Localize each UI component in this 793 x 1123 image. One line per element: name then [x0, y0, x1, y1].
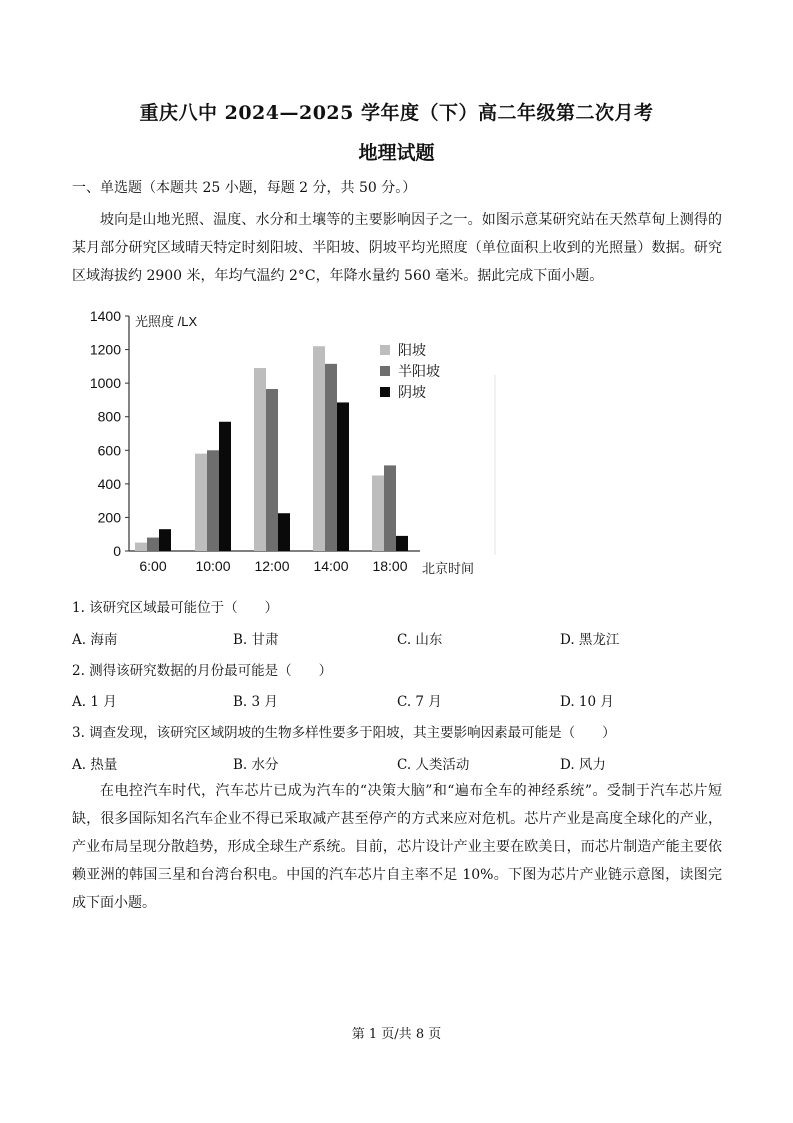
legend-swatch-阳坡	[380, 345, 390, 355]
question-2-option-b: B. 3 月	[233, 694, 278, 710]
bar-6:00-阳坡	[135, 543, 147, 551]
y-tick-label: 400	[97, 475, 121, 492]
question-2-option-d: D. 10 月	[560, 694, 614, 710]
x-axis-label: 北京时间	[422, 561, 475, 576]
bar-12:00-半阳坡	[266, 389, 278, 551]
y-tick-label: 1400	[89, 308, 121, 324]
exam-title: 重庆八中 2024—2025 学年度（下）高二年级第二次月考	[139, 102, 654, 124]
legend-label-半阳坡: 半阳坡	[398, 363, 440, 379]
bar-14:00-阳坡	[313, 346, 325, 551]
x-tick-label: 6:00	[139, 558, 167, 574]
bar-18:00-半阳坡	[384, 465, 396, 551]
legend-label-阴坡: 阴坡	[398, 384, 426, 400]
y-tick-label: 200	[97, 509, 121, 526]
legend-label-阳坡: 阳坡	[398, 342, 426, 358]
bar-10:00-阴坡	[219, 422, 231, 551]
bar-6:00-阴坡	[159, 529, 171, 551]
y-tick-label: 1200	[89, 341, 121, 358]
question-1-option-a: A. 海南	[72, 632, 118, 648]
passage-1: 坡向是山地光照、温度、水分和土壤等的主要影响因子之一。如图示意某研究站在天然草甸上测得的某月部分研究区域晴天特定时刻阳坡、半阳坡、阴坡平均光照度（单位面积上收到的光照量）数据。研究区域海拔约 2900 米，年均气温约 2°C，年降水量约 560 毫米。据此完成下面小题。	[72, 212, 722, 284]
bar-14:00-半阳坡	[325, 364, 337, 551]
question-3-stem: 3. 调查发现，该研究区域阴坡的生物多样性要多于阳坡，其主要影响因素最可能是（ ）	[72, 725, 616, 741]
page-footer: 第 1 页/共 8 页	[351, 1027, 442, 1042]
question-3-option-b: B. 水分	[233, 757, 279, 773]
y-tick-label: 0	[113, 543, 121, 559]
question-3-option-a: A. 热量	[72, 757, 118, 773]
bar-14:00-阴坡	[337, 402, 349, 551]
bar-18:00-阳坡	[372, 475, 384, 551]
question-1-option-b: B. 甘肃	[233, 632, 279, 648]
y-tick-label: 800	[97, 408, 121, 425]
question-1-option-d: D. 黑龙江	[560, 632, 620, 648]
question-2-option-a: A. 1 月	[72, 694, 117, 710]
bar-12:00-阴坡	[278, 513, 290, 551]
light-intensity-bar-chart	[80, 305, 500, 580]
bar-10:00-半阳坡	[207, 450, 219, 551]
x-tick-label: 18:00	[372, 558, 408, 574]
bar-6:00-半阳坡	[147, 538, 159, 551]
section-heading: 一、单选题（本题共 25 小题，每题 2 分，共 50 分。）	[72, 180, 417, 196]
bar-10:00-阳坡	[195, 454, 207, 551]
y-tick-label: 600	[97, 442, 121, 459]
bar-18:00-阴坡	[396, 536, 408, 551]
question-2-option-c: C. 7 月	[397, 694, 442, 710]
question-1-option-c: C. 山东	[397, 632, 443, 648]
passage-2: 在电控汽车时代，汽车芯片已成为汽车的“决策大脑”和“遍布全车的神经系统”。受制于汽车芯片短缺，很多国际知名汽车企业不得已采取减产甚至停产的方式来应对危机。芯片产业是高度全球化的产业，产业布局呈现分散趋势，形成全球生产系统。目前，芯片设计产业主要在欧美日，而芯片制造产能主要依赖亚洲的韩国三星和台湾台积电。中国的汽车芯片自主率不足 10%。下图为芯片产业链示意图，读图完成下面小题。	[72, 783, 722, 911]
legend-swatch-半阳坡	[380, 366, 390, 376]
exam-subtitle: 地理试题	[358, 142, 435, 164]
question-3-option-c: C. 人类活动	[397, 757, 470, 773]
x-tick-label: 12:00	[254, 558, 290, 574]
bar-12:00-阳坡	[254, 368, 266, 551]
legend-swatch-阴坡	[380, 387, 390, 397]
y-axis-label: 光照度 /LX	[135, 314, 198, 329]
question-1-stem: 1. 该研究区域最可能位于（ ）	[72, 600, 279, 616]
x-tick-label: 14:00	[313, 558, 349, 574]
question-2-stem: 2. 测得该研究数据的月份最可能是（ ）	[72, 663, 333, 679]
y-tick-label: 1000	[89, 375, 121, 392]
question-3-option-d: D. 风力	[560, 757, 606, 773]
x-tick-label: 10:00	[195, 558, 231, 574]
